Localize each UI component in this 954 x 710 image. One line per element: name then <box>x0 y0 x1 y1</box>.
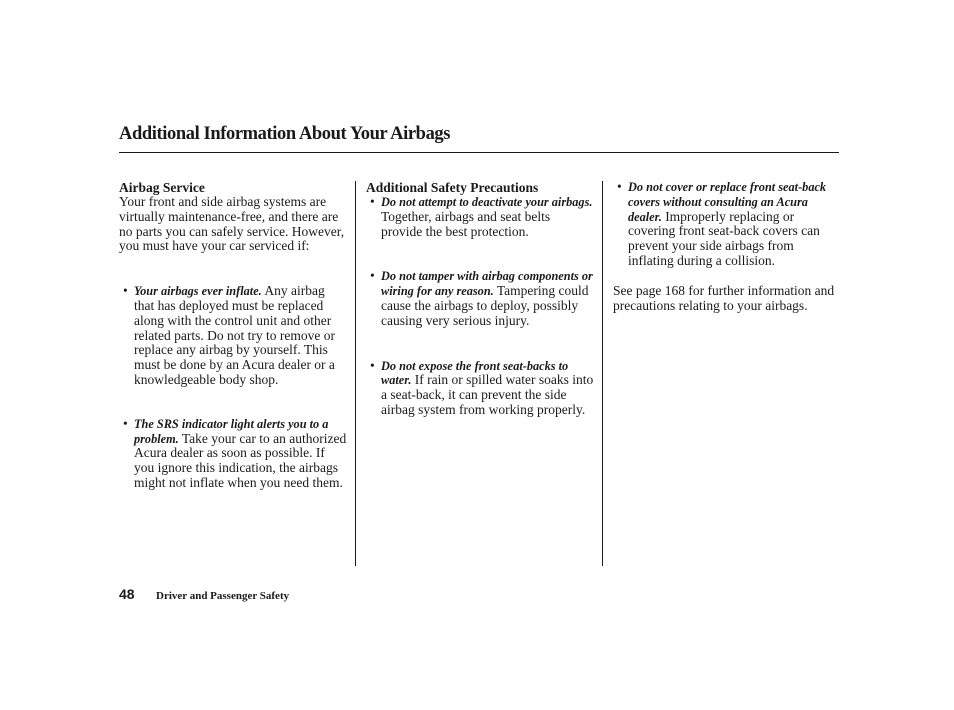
bullet-text: Any airbag that has deployed must be replaced along with the control unit and other related parts. Do not try to remove or replace any airbag by yourself. This must be done by an Acura dealer or a knowledgeable body shop. <box>134 283 335 387</box>
column-airbag-service <box>119 180 347 491</box>
section-heading-safety-precautions: Additional Safety Precautions <box>366 180 539 195</box>
bullet-dot: • <box>370 357 375 373</box>
bullet-dot: • <box>123 415 128 431</box>
bullet-dot: • <box>370 194 375 209</box>
bullet-seat-back-covers <box>613 180 839 269</box>
bullet-lead: Do not tamper with airbag components or wiring for any reason. <box>381 269 593 299</box>
section-heading-airbag-service: Airbag Service <box>119 180 205 195</box>
title-rule <box>119 152 839 153</box>
bullet-lead: The SRS indicator light alerts you to a problem. <box>134 416 329 446</box>
column-divider <box>355 181 356 566</box>
page-title: Additional Information About Your Airbags <box>119 124 451 144</box>
bullet-dot: • <box>617 179 622 194</box>
page-number: 48 <box>119 586 135 602</box>
bullet-lead: Do not expose the front seat-backs to water. <box>381 358 569 388</box>
bullet-dot: • <box>123 283 128 299</box>
bullet-deactivate <box>366 195 594 239</box>
bullet-text: If rain or spilled water soaks into a seat-back, it can prevent the side airbag system from working properly. <box>381 372 594 417</box>
bullet-text: Improperly replacing or covering front seat-back covers can prevent your side airbags from inflating during a collision. <box>628 208 820 268</box>
column-divider <box>602 181 603 566</box>
bullet-dot: • <box>370 268 375 284</box>
bullet-lead: Your airbags ever inflate. <box>134 284 262 299</box>
footer-section-title: Driver and Passenger Safety <box>156 590 290 602</box>
bullet-srs-indicator <box>119 417 347 491</box>
bullet-text: Together, airbags and seat belts provide the best protection. <box>381 208 551 239</box>
bullet-tamper <box>366 269 594 328</box>
bullet-text: Tampering could cause the airbags to deploy, possibly causing very serious injury. <box>381 283 589 328</box>
column-seat-back-covers <box>613 180 839 313</box>
airbag-service-intro: Your front and side airbag systems are virtually maintenance-free, and there are no parts you can safely service. However, you must have your car serviced if: <box>119 194 345 254</box>
bullet-lead: Do not cover or replace front seat-back covers without consulting an Acura dealer. <box>628 180 827 224</box>
bullet-water <box>366 359 594 418</box>
see-page-note: See page 168 for further information and precautions relating to your airbags. <box>613 282 835 313</box>
bullet-text: Take your car to an authorized Acura dealer as soon as possible. If you ignore this indication, the airbags might not inflate when you need them. <box>134 430 347 490</box>
bullet-lead: Do not attempt to deactivate your airbags. <box>381 195 593 209</box>
bullet-airbags-inflate <box>119 284 347 388</box>
column-safety-precautions <box>366 180 594 418</box>
